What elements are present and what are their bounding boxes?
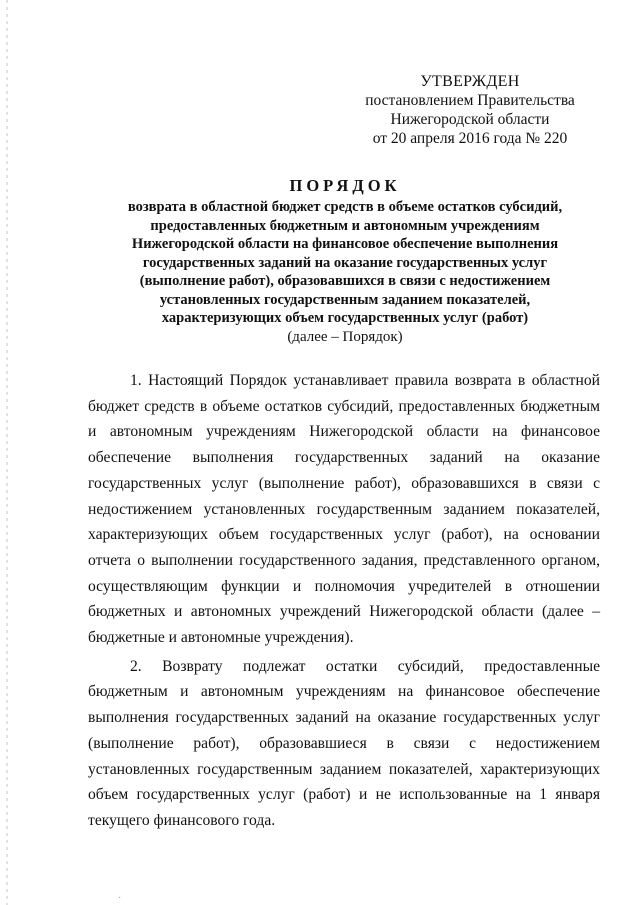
document-title: ПОРЯДОК	[289, 176, 401, 195]
page-mark: ·	[118, 893, 122, 904]
document-title-block	[110, 176, 580, 347]
paragraph-2: 2. Возврату подлежат остатки субсидий, предоставленные бюджетным и автономным учреждениям на финансовое обеспечение выполнения государственных заданий на оказание государственных услуг (выполнение работ), образовавшиеся в связи с недостижением установленных государственным заданием показателей, характеризующих объем государственных услуг (работ) и не использованные на 1 января текущего финансового года.	[88, 657, 600, 829]
document-subtitle-note: (далее – Порядок)	[287, 328, 403, 345]
approval-line-2: Нижегородской области	[390, 111, 550, 128]
approval-line-1: постановлением Правительства	[365, 92, 575, 109]
approval-stamp	[340, 72, 600, 148]
approval-line-3: от 20 апреля 2016 года № 220	[372, 130, 568, 147]
paragraph-1: 1. Настоящий Порядок устанавливает правила возврата в областной бюджет средств в объеме остатков субсидий, предоставленных бюджетным и автономным учреждениям Нижегородской области на финансовое обеспечение выполнения государственных заданий на оказание государственных услуг (выполнение работ), образовавшихся в связи с недостижением установленных государственным заданием показателей, характеризующих объем государственных услуг (работ), на основании отчета о выполнении государственного задания, представленного органом, осуществляющим функции и полномочия учредителей в отношении бюджетных и автономных учреждений Нижегородской области (далее – бюджетные и автономные учреждения).	[88, 372, 600, 647]
document-body	[88, 368, 600, 834]
approved-heading: УТВЕРЖДЕН	[420, 73, 520, 90]
scan-edge-artifact	[6, 0, 8, 905]
document-subtitle: возврата в областной бюджет средств в объеме остатков субсидий, предоставленных бюджетным и автономным учреждениям Нижегородской области на финансовое обеспечение выполнения государственных заданий на оказание государственных услуг (выполнение работ), образовавшихся в связи с недостижением установленных государственным заданием показателей, характеризующих объем государственных услуг (работ)	[127, 199, 563, 326]
